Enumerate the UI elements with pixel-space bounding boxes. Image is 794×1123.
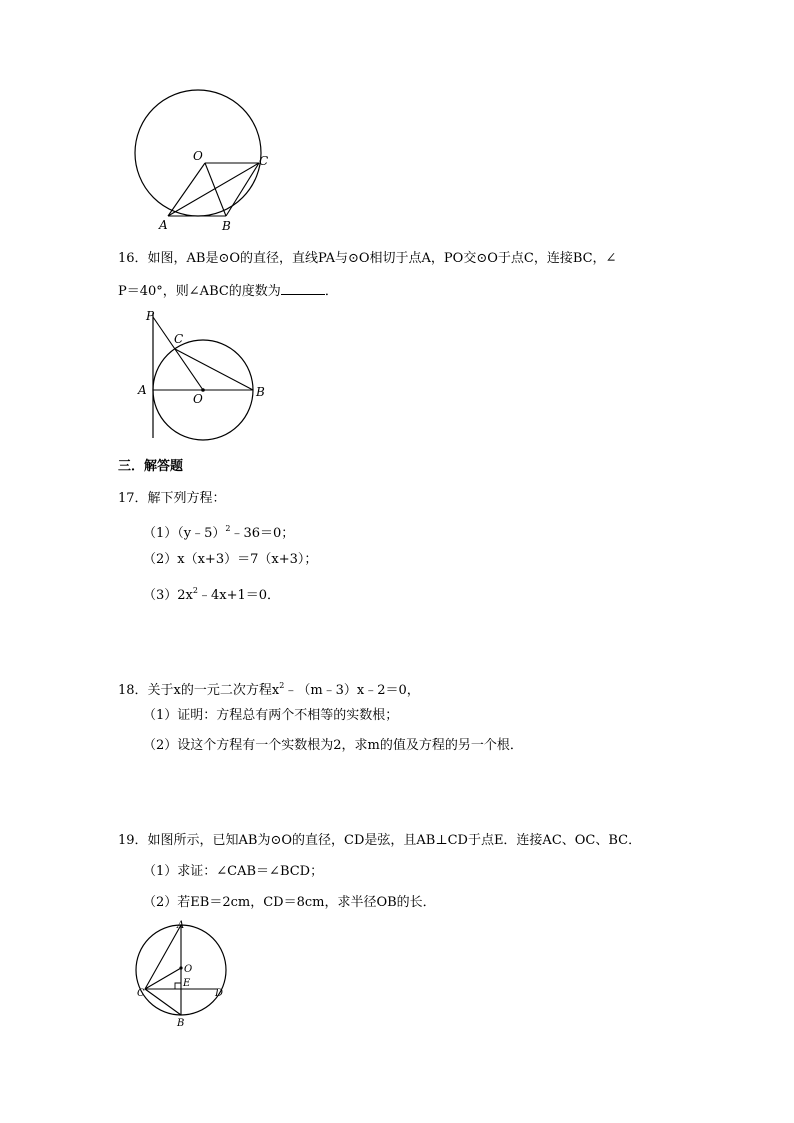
fig15-label-A: A xyxy=(159,218,168,232)
q17-part-1-a: （1）（y﹣5） xyxy=(143,526,226,541)
fig15-label-C: C xyxy=(259,154,269,168)
q19-part-2: （2）若EB＝2cm，CD＝8cm，求半径OB的长． xyxy=(143,895,436,910)
q18-title-exponent: 2 xyxy=(279,681,285,690)
figure-19-circle-diagram xyxy=(135,918,235,1028)
fig16-line-PO xyxy=(153,317,203,390)
q18-title-a: 18．关于x的一元二次方程x xyxy=(118,683,280,698)
fig19-label-C: C xyxy=(137,988,145,999)
section-heading-3: 三．解答题 xyxy=(118,459,184,474)
q19-part-1: （1）求证：∠CAB＝∠BCD； xyxy=(143,864,324,879)
fig19-label-D: D xyxy=(215,988,224,999)
q17-part-3 xyxy=(143,582,280,605)
figure-15-circle-diagram xyxy=(130,85,280,240)
q18-part-2: （2）设这个方程有一个实数根为2，求m的值及方程的另一个根． xyxy=(143,738,523,753)
q16-line-2-text: P＝40°，则∠ABC的度数为 xyxy=(118,284,281,299)
fig16-label-P: P xyxy=(146,309,155,323)
q17-part-2: （2）x（x+3）＝7（x+3）； xyxy=(143,552,318,567)
fig19-label-B: B xyxy=(177,1018,185,1029)
q17-part-1-exponent: 2 xyxy=(225,524,231,533)
figure-16-circle-diagram xyxy=(135,305,275,445)
q16-answer-blank[interactable] xyxy=(281,282,325,295)
fig19-center-dot xyxy=(179,966,182,969)
fig15-line-OB xyxy=(205,163,226,216)
q17-title: 17．解下列方程： xyxy=(118,491,226,506)
fig16-label-B: B xyxy=(256,385,265,399)
q17-part-3-b: ﹣4x+1＝0． xyxy=(197,588,281,603)
fig15-label-B: B xyxy=(222,219,231,233)
fig19-right-angle-mark xyxy=(175,983,181,989)
fig16-label-C: C xyxy=(174,332,184,346)
q18-part-1: （1）证明：方程总有两个不相等的实数根； xyxy=(143,708,399,723)
fig16-label-A: A xyxy=(138,383,147,397)
fig15-line-BC xyxy=(226,163,259,216)
q17-part-1-b: ﹣36＝0； xyxy=(230,526,295,541)
q16-line-2 xyxy=(118,282,338,301)
fig15-line-OA xyxy=(168,163,205,216)
fig19-label-A: A xyxy=(177,920,185,931)
q17-part-3-exponent: 2 xyxy=(192,586,198,595)
q18-title-b: ﹣（m﹣3）x﹣2＝0， xyxy=(284,683,420,698)
fig16-line-CB xyxy=(175,349,253,390)
q18-title xyxy=(118,677,420,700)
fig15-line-AC xyxy=(168,163,259,216)
q19-title: 19．如图所示，已知AB为⊙O的直径，CD是弦，且AB⊥CD于点E．连接AC、OC、BC． xyxy=(118,833,642,848)
q17-part-1 xyxy=(143,520,294,543)
q16-line-1: 16．如图，AB是⊙O的直径，直线PA与⊙O相切于点A，PO交⊙O于点C，连接BC，∠ xyxy=(118,251,617,266)
q16-line-2-end: ． xyxy=(324,284,338,299)
q17-part-3-a: （3）2x xyxy=(143,588,193,603)
fig15-label-O: O xyxy=(193,149,203,163)
fig19-label-E: E xyxy=(183,978,191,989)
fig16-label-O: O xyxy=(193,392,203,406)
fig19-line-AC xyxy=(145,925,181,989)
fig19-label-O: O xyxy=(184,964,193,975)
